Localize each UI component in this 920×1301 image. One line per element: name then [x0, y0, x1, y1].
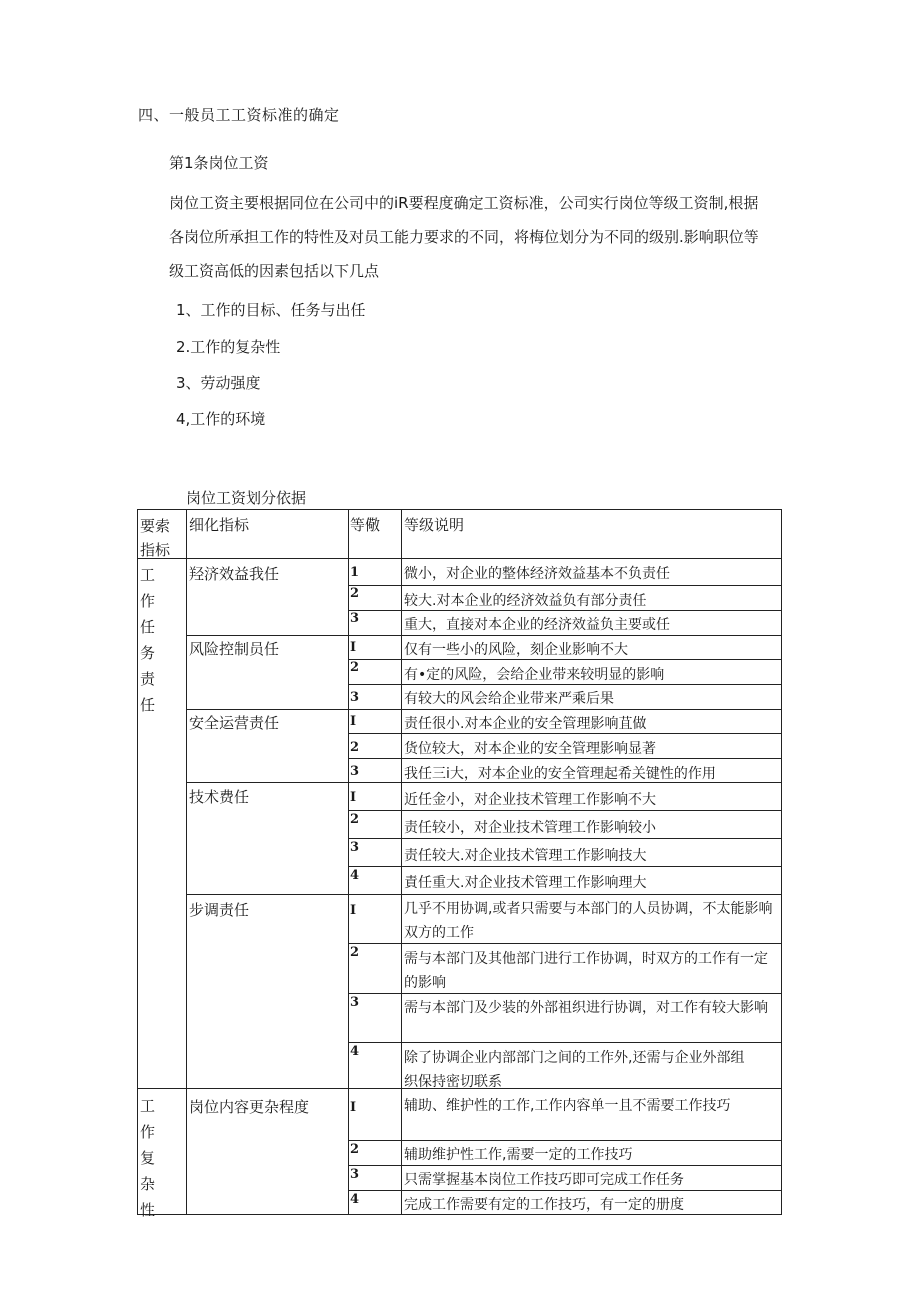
factor-item: 2.工作的复杂性 — [176, 338, 281, 356]
group-char: 任 — [140, 618, 156, 636]
grade-description: 有•定的风险，会给企业带来较明显的影响 — [404, 667, 665, 683]
grade-value: I — [350, 1100, 357, 1115]
indicator-label: 技术费任 — [189, 788, 250, 806]
factor-item: 3、劳动强度 — [176, 374, 261, 392]
indicator-label: 风险控制员任 — [189, 640, 280, 658]
factor-item: 1、工作的目标、任务与出任 — [176, 301, 366, 319]
grade-value: 4 — [350, 868, 360, 883]
grade-value: 2 — [350, 1142, 360, 1157]
article-title: 第1条岗位工资 — [169, 154, 269, 172]
group-char: 复 — [140, 1149, 156, 1167]
header-description: 等级说明 — [404, 516, 465, 534]
grade-value: 3 — [350, 995, 360, 1010]
grade-description: 重大，直接对本企业的经济效益负主要或任 — [404, 617, 670, 633]
grade-value: 3 — [350, 764, 360, 779]
grade-value: 1 — [350, 565, 360, 580]
grade-description: 辅助维护性工作,需要一定的工作技巧 — [404, 1147, 633, 1163]
indicator-label: 羟济效益我任 — [189, 565, 280, 583]
header-element — [140, 514, 170, 558]
grade-description: 只需掌握基本岗位工作技巧即可完成工作任务 — [404, 1172, 684, 1188]
grade-value: 2 — [350, 945, 360, 960]
group-char: 性 — [140, 1201, 156, 1219]
grade-value: 2 — [350, 586, 360, 601]
indicator-label: 岗位内容更杂程度 — [189, 1098, 310, 1116]
grade-value: 3 — [350, 1167, 360, 1182]
group-char: 作 — [140, 1123, 156, 1141]
grade-description: 需与本部门及少装的外部祖织进行协调，对工作有较大影响 — [404, 1000, 768, 1016]
grade-value: 2 — [350, 812, 360, 827]
grade-value: 3 — [350, 690, 360, 705]
grade-value: 4 — [350, 1044, 360, 1059]
grade-description: 仅有一些小的风险，刻企业影响不大 — [404, 642, 628, 658]
group-char: 任 — [140, 696, 156, 714]
grade-description: 近任金小，对企业技术管理工作影响不大 — [404, 792, 656, 808]
indicator-label: 安全运营责任 — [189, 714, 280, 732]
grade-description: 我任三i大，对本企业的安全管理起希关键性的作用 — [404, 766, 716, 782]
grade-description: 责任较小，对企业技术管理工作影响较小 — [404, 820, 656, 836]
header-grade: 等儆 — [350, 516, 381, 534]
grade-description: 除了协调企业内部部门之间的工作外,还需与企业外部组织保持密切联系 — [404, 1050, 745, 1088]
grade-description: 需与本部门及其他部门进行工作协调，时双方的工作有一定的影响 — [404, 951, 768, 991]
paragraph-line: 各岗位所承担工作的特性及对员工能力要求的不同，将梅位划分为不同的级别.影响职位等 — [169, 228, 759, 246]
grade-value: 4 — [350, 1192, 360, 1207]
grade-value: I — [350, 640, 357, 655]
group-char: 作 — [140, 592, 156, 610]
group-char: 工 — [140, 1097, 156, 1115]
header-element-line: 指标 — [140, 541, 171, 558]
grade-description: 辅助、维护性的工作,工作内容单一且不需要工作技巧 — [404, 1098, 731, 1114]
header-element-line: 要索 — [140, 517, 171, 535]
grade-description: 完成工作需要有定的工作技巧，有一定的册度 — [404, 1197, 684, 1213]
grade-description: 责任较大.对企业技术管理工作影响技大 — [404, 848, 647, 864]
grade-description: 有较大的风会给企业带来严乘后果 — [404, 691, 614, 707]
header-indicator: 细化指标 — [189, 516, 250, 534]
grade-value: I — [350, 714, 357, 729]
grade-value: 3 — [350, 611, 360, 626]
grade-value: I — [350, 790, 357, 805]
section-heading: 四、一般员工工资标准的确定 — [138, 106, 340, 124]
group-char: 工 — [140, 566, 156, 584]
indicator-label: 步调责任 — [189, 901, 250, 919]
group-char: 责 — [140, 670, 156, 688]
grade-value: 2 — [350, 660, 360, 675]
grade-value: 2 — [350, 740, 360, 755]
group-char: 务 — [140, 644, 156, 662]
paragraph-line: 级工资高低的因素包括以下几点 — [169, 262, 380, 280]
grade-description: 几乎不用协调,或者只需要与本部门的人员协调，不太能影响双方的工作 — [404, 901, 773, 941]
grade-description: 微小，对企业的整体经济效益基本不负责任 — [404, 566, 670, 582]
grade-description: 責任重大.对企业技术管理工作影响理大 — [404, 875, 647, 891]
group-label-job-complexity — [140, 1093, 160, 1223]
factor-item: 4,工作的环境 — [176, 410, 266, 428]
grade-value: I — [350, 903, 357, 918]
group-label-job-responsibility — [140, 562, 160, 718]
paragraph-line: 岗位工资主要根据同位在公司中的iR要程度确定工资标准，公司实行岗位等级工资制,根据 — [169, 194, 759, 212]
group-char: 杂 — [140, 1175, 156, 1193]
grade-description: 货位较大，对本企业的安全管理影响显著 — [404, 741, 656, 757]
grade-description: 责任很小.对本企业的安全管理影响苴做 — [404, 716, 647, 732]
grade-value: 3 — [350, 840, 360, 855]
grade-description: 较大.对本企业的经济效益负有部分责任 — [404, 593, 647, 609]
table-caption: 岗位工资划分依据 — [186, 489, 307, 507]
